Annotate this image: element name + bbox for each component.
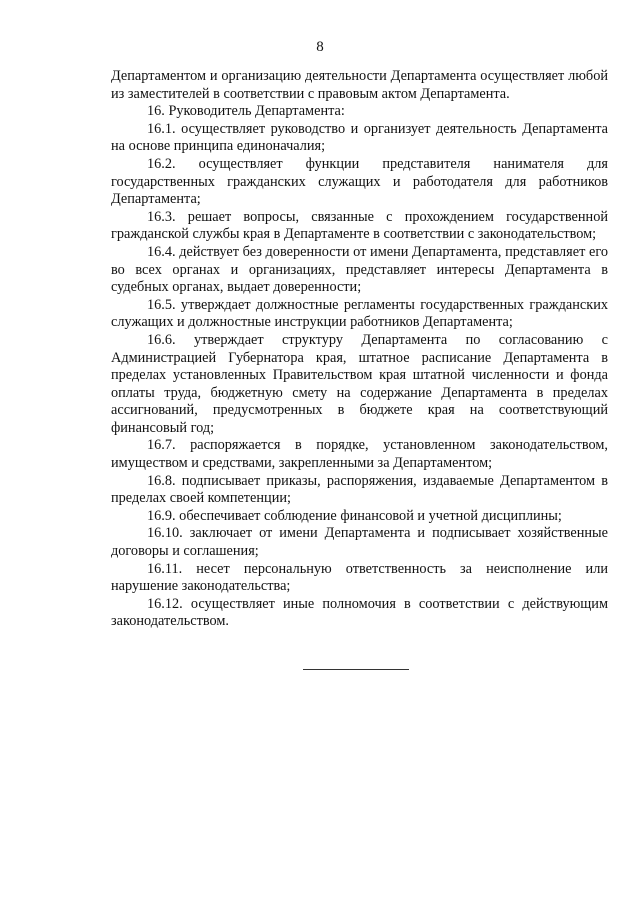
paragraph-16-1: 16.1. осуществляет руководство и организует деятельность Департамента на основе принципа единоначалия;	[111, 120, 608, 155]
paragraph-16-11: 16.11. несет персональную ответственность за неисполнение или нарушение законодательства;	[111, 560, 608, 595]
paragraph-16-5: 16.5. утверждает должностные регламенты государственных гражданских служащих и должностные инструкции работников Департамента;	[111, 296, 608, 331]
paragraph-16-6: 16.6. утверждает структуру Департамента по согласованию с Администрацией Губернатора края, штатное расписание Департамента в пределах установленных Правительством края штатной численности и фонда оплаты труда, бюджетную смету на содержание Департамента в пределах ассигнований, предусмотренных в бюджете края на соответствующий финансовый год;	[111, 331, 608, 436]
paragraph-16-10: 16.10. заключает от имени Департамента и подписывает хозяйственные договоры и соглашения;	[111, 525, 608, 560]
paragraph-16-9: 16.9. обеспечивает соблюдение финансовой и учетной дисциплины;	[147, 507, 562, 524]
paragraph-16-4: 16.4. действует без доверенности от имени Департамента, представляет его во всех органах и организациях, представляет интересы Департамента в судебных органах, выдает доверенности;	[111, 243, 608, 296]
end-of-text-rule	[303, 669, 409, 670]
paragraph-16-2: 16.2. осуществляет функции представителя нанимателя для государственных гражданских служащих и работодателя для работников Департамента;	[111, 155, 608, 208]
page-number: 8	[316, 39, 324, 55]
paragraph-16-7: 16.7. распоряжается в порядке, установленном законодательством, имуществом и средствами, закрепленными за Департаментом;	[111, 437, 608, 472]
paragraph-16: 16. Руководитель Департамента:	[147, 103, 345, 120]
paragraph-16-8: 16.8. подписывает приказы, распоряжения, издаваемые Департаментом в пределах своей компетенции;	[111, 472, 608, 507]
paragraph-continuation: Департаментом и организацию деятельности Департамента осуществляет любой из заместителей в соответствии с правовым актом Департамента.	[111, 68, 608, 102]
paragraph-16-3: 16.3. решает вопросы, связанные с прохождением государственной гражданской службы края в Департаменте в соответствии с законодательством;	[111, 208, 608, 243]
paragraph-16-12: 16.12. осуществляет иные полномочия в соответствии с действующим законодательством.	[111, 595, 608, 630]
document-body	[111, 68, 608, 631]
